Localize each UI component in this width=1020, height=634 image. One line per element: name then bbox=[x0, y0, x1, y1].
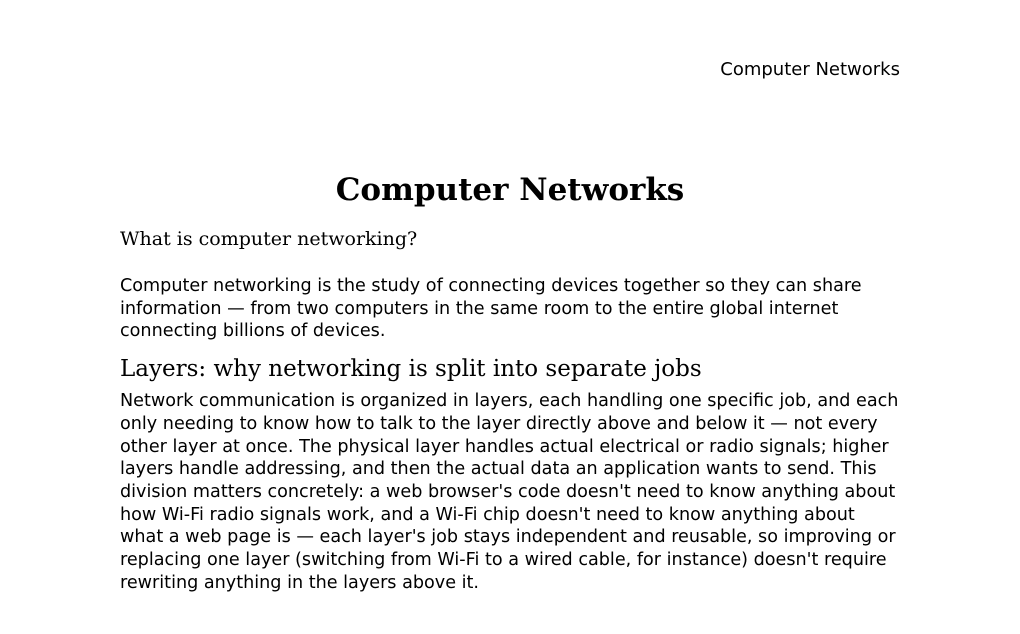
section-heading-what-is-networking: What is computer networking? bbox=[120, 228, 418, 250]
document-page bbox=[120, 168, 900, 594]
document-title: Computer Networks bbox=[335, 172, 685, 208]
section-heading-layers: Layers: why networking is split into separate jobs bbox=[120, 356, 702, 383]
layers-paragraph: Network communication is organized in layers, each handling one specific job, and each only needing to know how to talk to the layer directly above and below it — not every other layer at once. The physical layer handles actual electrical or radio signals; higher layers handle addressing, and then the actual data an application wants to send. This division matters concretely: a web browser's code doesn't need to know anything about how Wi-Fi radio signals work, and a Wi-Fi chip doesn't need to know anything about what a web page is — each layer's job stays independent and reusable, so improving or replacing one layer (switching from Wi-Fi to a wired cable, for instance) doesn't require rewriting anything in the layers above it. bbox=[120, 391, 899, 593]
intro-paragraph: Computer networking is the study of connecting devices together so they can share information — from two computers in the same room to the entire global internet connecting billions of devices. bbox=[120, 276, 862, 342]
running-header: Computer Networks bbox=[720, 59, 900, 80]
